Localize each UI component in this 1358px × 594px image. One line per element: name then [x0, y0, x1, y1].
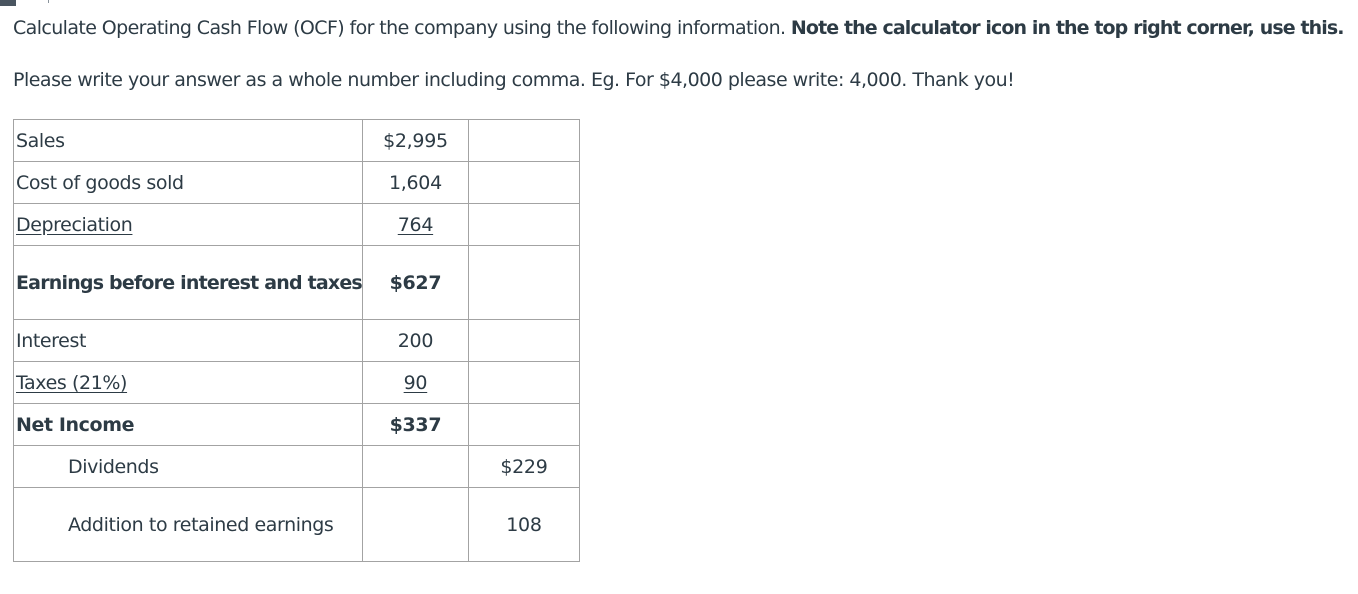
row-extra [468, 404, 579, 446]
row-value: 200 [362, 320, 468, 362]
question-note: Note the calculator icon in the top right corner, use this. [790, 17, 1344, 39]
financial-table [13, 119, 580, 562]
row-label: Interest [14, 320, 363, 362]
table-row-net-income [14, 404, 580, 446]
row-value: $627 [362, 246, 468, 320]
row-label: Dividends [14, 446, 363, 488]
table-row-sales [14, 120, 580, 162]
table-row-taxes [14, 362, 580, 404]
row-value [362, 488, 468, 562]
table-row-depreciation [14, 204, 580, 246]
row-value: 764 [362, 204, 468, 246]
row-extra [468, 204, 579, 246]
table-row-interest [14, 320, 580, 362]
row-label: Taxes (21%) [14, 362, 363, 404]
top-tick [48, 0, 49, 3]
table-row-ebit [14, 246, 580, 320]
row-extra [468, 246, 579, 320]
question-instruction [13, 15, 1344, 41]
row-extra: 108 [468, 488, 579, 562]
row-label: Addition to retained earnings [14, 488, 363, 562]
table-row-dividends [14, 446, 580, 488]
row-value [362, 446, 468, 488]
row-label: Sales [14, 120, 363, 162]
row-extra [468, 162, 579, 204]
row-label: Cost of goods sold [14, 162, 363, 204]
row-extra [468, 120, 579, 162]
row-label: Depreciation [14, 204, 363, 246]
question-text: Calculate Operating Cash Flow (OCF) for the company using the following information. [13, 17, 786, 39]
row-label: Net Income [14, 404, 363, 446]
top-marker [0, 0, 16, 6]
row-value: 90 [362, 362, 468, 404]
row-value: 1,604 [362, 162, 468, 204]
answer-format-note: Please write your answer as a whole number including comma. Eg. For $4,000 please write: 4,000. Thank you! [13, 69, 1015, 91]
row-value: $337 [362, 404, 468, 446]
table-row-retained-earnings [14, 488, 580, 562]
row-extra: $229 [468, 446, 579, 488]
table-row-cogs [14, 162, 580, 204]
row-extra [468, 362, 579, 404]
row-label: Earnings before interest and taxes [14, 246, 363, 320]
row-extra [468, 320, 579, 362]
row-value: $2,995 [362, 120, 468, 162]
